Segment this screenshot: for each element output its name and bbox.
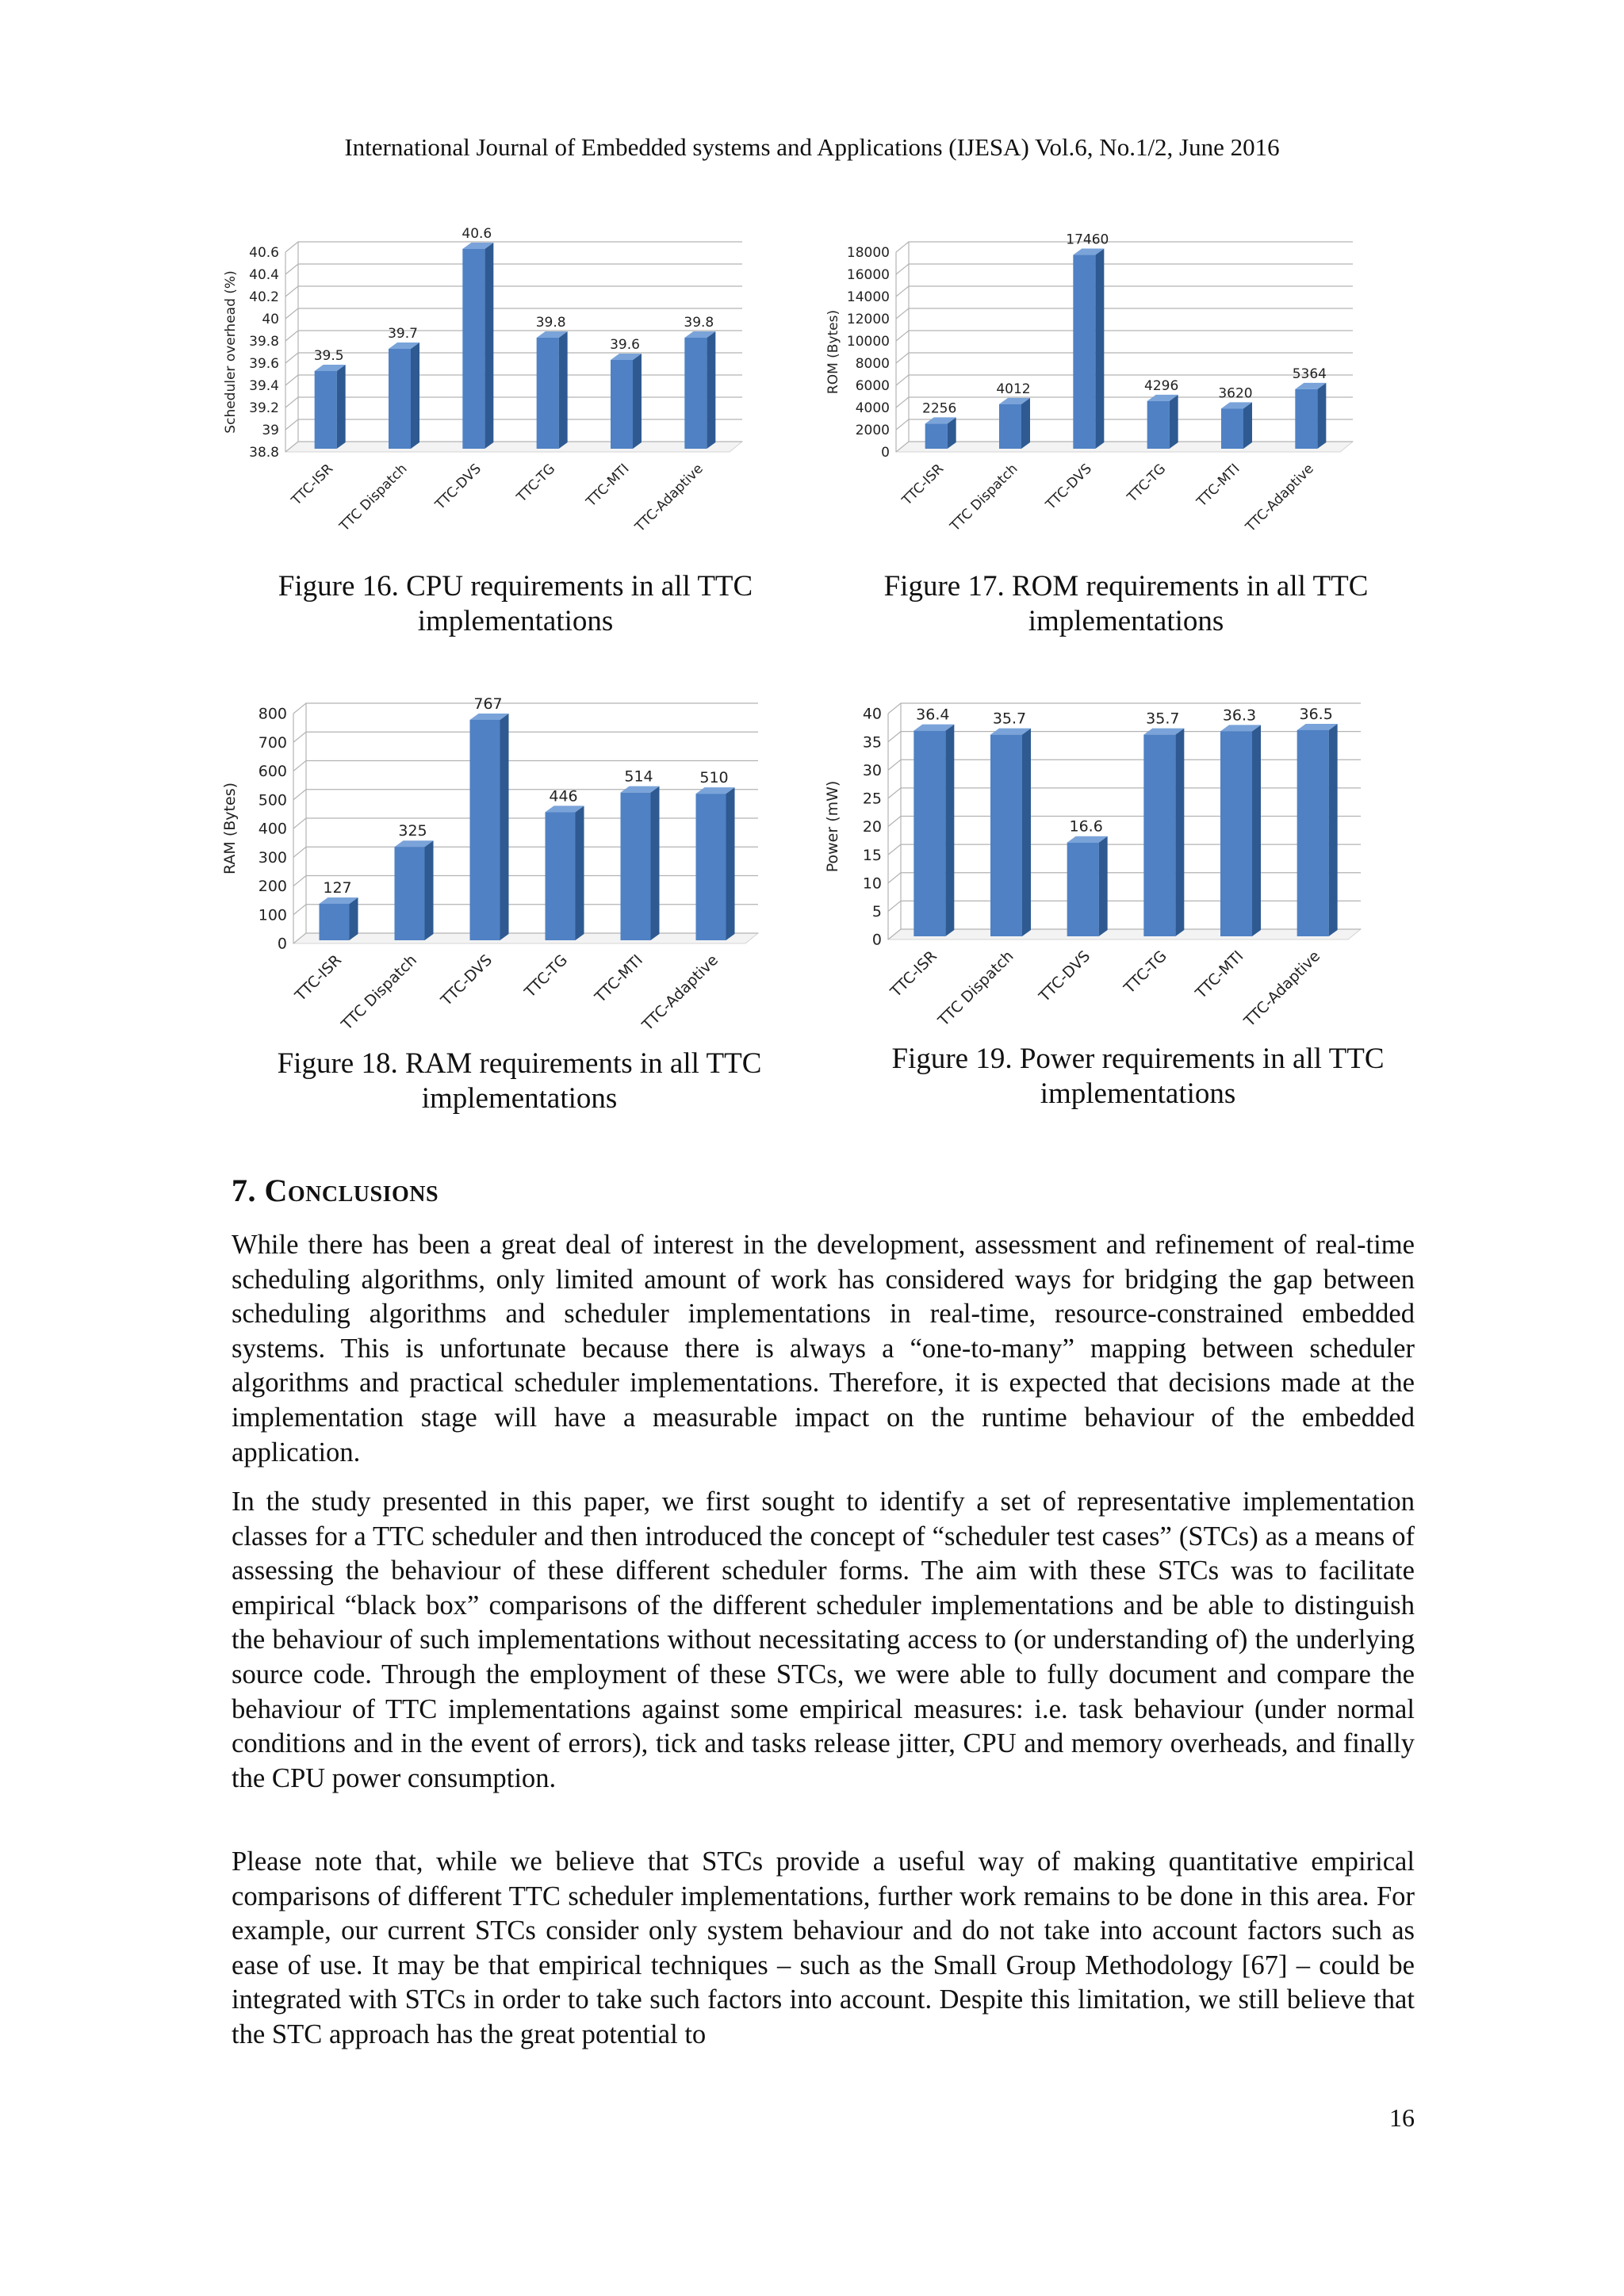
y-tick-label: 10	[862, 874, 882, 893]
x-tick-label: TTC-MTI	[592, 951, 647, 1006]
gridline	[888, 732, 1361, 742]
figure-17-caption-line2: implementations	[1028, 605, 1224, 637]
y-axis-label: Scheduler overhead (%)	[223, 270, 239, 434]
figure-16-caption	[238, 569, 793, 639]
y-tick-label: 40.4	[249, 266, 279, 283]
figure-19-caption-line1: Figure 19. Power requirements in all TTC	[891, 1043, 1385, 1075]
paragraph-3: Please note that, while we believe that STCs provide a useful way of making quantitative empirical comparisons of different TTC scheduler implementations, further work remains to be done in this area. For example, our current STCs consider only system behaviour and do not take into account factors such as ease of use. It may be that empirical techniques – such as the Small Group Methodology [67] – could be integrated with STCs in order to take such factors into account. Despite this limitation, we still believe that the STC approach has the great potential to	[232, 1846, 1415, 2049]
x-tick-label: TTC-Adaptive	[632, 461, 707, 535]
bar-side	[1317, 383, 1326, 449]
y-tick-label: 4000	[855, 400, 890, 416]
bar	[395, 840, 434, 940]
y-axis-label: Power (mW)	[824, 780, 841, 873]
gridline	[285, 242, 742, 252]
bar	[611, 354, 642, 449]
bar-front	[1297, 730, 1329, 936]
x-tick-label: TTC-TG	[513, 461, 559, 506]
y-tick-label: 800	[258, 705, 287, 723]
gridline	[896, 286, 1353, 297]
y-tick-label: 39.2	[249, 400, 279, 416]
bar-side	[350, 897, 358, 940]
x-tick-label: TTC Dispatch	[947, 461, 1021, 535]
bar-side	[1252, 725, 1261, 936]
bar-front	[462, 249, 485, 449]
bar-side	[1099, 836, 1108, 936]
figure-17-caption-line1: Figure 17. ROM requirements in all TTC	[883, 570, 1369, 603]
data-label: 39.6	[610, 337, 640, 353]
x-tick-label: TTC-ISR	[887, 947, 940, 1001]
data-label: 39.8	[535, 315, 566, 331]
bar	[696, 787, 735, 940]
y-tick-label: 500	[258, 791, 287, 809]
gridline	[285, 353, 742, 363]
figure-19-caption	[848, 1042, 1427, 1112]
figure-18-caption	[238, 1047, 801, 1116]
bar-front	[537, 338, 559, 449]
data-label: 3620	[1218, 385, 1253, 402]
gridline	[285, 264, 742, 274]
bar-side	[425, 840, 434, 940]
gridline	[896, 331, 1353, 341]
x-tick-label: TTC-TG	[1120, 947, 1170, 997]
figure-16-caption-line1: Figure 16. CPU requirements in all TTC	[278, 570, 753, 603]
bar	[389, 342, 419, 449]
y-tick-label: 16000	[846, 266, 890, 283]
data-label: 5364	[1292, 365, 1327, 382]
y-tick-label: 6000	[855, 377, 890, 394]
y-tick-label: 700	[258, 733, 287, 752]
gridline	[285, 308, 742, 319]
x-tick-label: TTC-Adaptive	[1243, 461, 1317, 535]
figure-16-caption-line2: implementations	[417, 605, 614, 637]
y-tick-label: 40.2	[249, 289, 279, 305]
data-label: 39.5	[313, 348, 344, 364]
bar-front	[1067, 843, 1099, 936]
bar	[684, 331, 715, 449]
bar	[1297, 724, 1338, 936]
chart-floor	[293, 933, 758, 943]
bar-side	[1170, 395, 1178, 449]
data-label: 36.5	[1299, 705, 1333, 723]
bar	[621, 786, 660, 940]
bar-front	[999, 404, 1021, 449]
y-tick-label: 40	[262, 311, 279, 327]
bar-front	[1220, 731, 1252, 936]
figure-19-chart	[817, 690, 1396, 1054]
data-label: 36.4	[916, 706, 950, 724]
gridline	[285, 375, 742, 385]
y-tick-label: 2000	[855, 422, 890, 438]
bar-side	[337, 365, 346, 449]
chart-floor	[896, 442, 1353, 452]
gridline	[888, 901, 1361, 911]
y-tick-label: 39.4	[249, 377, 279, 394]
gridline	[293, 847, 758, 857]
bar	[462, 243, 493, 449]
y-tick-label: 12000	[846, 311, 890, 327]
x-tick-label: TTC-MTI	[1192, 947, 1247, 1002]
gridline	[293, 703, 758, 714]
paragraph-2: In the study presented in this paper, we first sought to identify a set of representative implementation classes for a TTC scheduler and then introduced the concept of “scheduler test cases” (STCs) as a means of assessing the behaviour of these different scheduler forms. The aim with these STCs was to facilitate empirical “black box” comparisons of the different scheduler implementations and be able to distinguish the behaviour of such implementations without necessitating access to (or understanding of) the underlying source code. Through the employment of these STCs, we were able to fully document and compare the behaviour of TTC implementations against some empirical measures: i.e. task behaviour (under normal conditions and in the event of errors), tick and tasks release jitter, CPU and memory overheads, and finally the CPU power consumption.	[232, 1487, 1415, 1793]
y-tick-label: 40	[862, 705, 882, 723]
y-tick-label: 39.6	[249, 355, 279, 372]
gridline	[293, 818, 758, 828]
y-tick-label: 18000	[846, 244, 890, 261]
y-axis-label: RAM (Bytes)	[221, 782, 239, 875]
bar-side	[633, 354, 642, 449]
gridline	[896, 264, 1353, 274]
y-tick-label: 100	[258, 906, 287, 924]
bar	[320, 897, 358, 940]
bar-front	[1221, 408, 1243, 449]
bar-front	[611, 360, 633, 449]
bar-front	[990, 735, 1022, 936]
bar-side	[411, 342, 419, 449]
bar-side	[576, 806, 584, 940]
bar	[999, 398, 1030, 449]
figure-16-chart	[214, 226, 761, 563]
gridline	[896, 397, 1353, 408]
bar	[1067, 836, 1108, 936]
gridline	[888, 817, 1361, 827]
gridline	[896, 375, 1353, 385]
x-tick-label: TTC-DVS	[1036, 947, 1094, 1005]
bar	[990, 729, 1031, 936]
gridline	[293, 876, 758, 886]
y-tick-label: 14000	[846, 289, 890, 305]
chart-floor	[888, 929, 1361, 939]
bar-side	[1329, 724, 1338, 936]
bar-front	[696, 794, 726, 940]
gridline	[896, 353, 1353, 363]
section-heading	[232, 1172, 439, 1209]
bar-front	[684, 338, 707, 449]
figure-18-chart	[214, 690, 793, 1054]
data-label: 39.7	[388, 326, 418, 342]
gridline	[888, 873, 1361, 883]
y-tick-label: 5	[871, 903, 882, 921]
bar	[1220, 725, 1261, 936]
x-tick-label: TTC-ISR	[289, 461, 337, 509]
x-tick-label: TTC-DVS	[1043, 461, 1095, 513]
data-label: 446	[549, 787, 578, 806]
x-tick-label: TTC-DVS	[438, 951, 496, 1009]
y-tick-label: 30	[862, 761, 882, 779]
data-label: 514	[624, 767, 653, 786]
y-tick-label: 40.6	[249, 244, 279, 261]
y-tick-label: 0	[871, 931, 882, 949]
gridline	[896, 242, 1353, 252]
gridline	[285, 331, 742, 341]
x-tick-label: TTC Dispatch	[336, 461, 411, 535]
y-tick-label: 35	[862, 733, 882, 752]
gridline	[285, 419, 742, 430]
figure-18-caption-line1: Figure 18. RAM requirements in all TTC	[277, 1047, 762, 1080]
data-label: 510	[699, 769, 729, 787]
y-tick-label: 39	[262, 422, 279, 438]
bar	[1147, 395, 1178, 449]
y-tick-label: 400	[258, 820, 287, 838]
data-label: 39.8	[684, 315, 714, 331]
data-label: 2256	[922, 400, 957, 417]
y-tick-label: 0	[881, 444, 890, 461]
page-number: 16	[1389, 2103, 1415, 2132]
x-tick-label: TTC-Adaptive	[1240, 947, 1324, 1031]
bar-front	[1147, 401, 1170, 449]
gridline	[888, 760, 1361, 770]
bar	[1221, 402, 1252, 449]
data-label: 16.6	[1069, 817, 1103, 836]
y-tick-label: 300	[258, 848, 287, 867]
x-tick-label: TTC-ISR	[292, 951, 346, 1004]
gridline	[293, 790, 758, 800]
x-tick-label: TTC-DVS	[432, 461, 485, 513]
bar	[1295, 383, 1326, 449]
x-tick-label: TTC Dispatch	[338, 951, 421, 1034]
bar-front	[621, 793, 651, 940]
bar-front	[914, 731, 945, 936]
bar-side	[945, 725, 954, 936]
bar-side	[1022, 729, 1031, 936]
bar-front	[546, 812, 576, 940]
bar-front	[470, 720, 500, 940]
bar	[914, 725, 954, 936]
paragraph-1: While there has been a great deal of interest in the development, assessment and refinement of real-time scheduling algorithms, only limited amount of work has considered ways for bridging the gap between scheduling algorithms and scheduler implementations in real-time, resource-constrained embedded systems. This is unfortunate because there is always a “one-to-many” mapping between scheduler algorithms and practical scheduler implementations. Therefore, it is expected that decisions made at the implementation stage will have a measurable impact on the runtime behaviour of the embedded application.	[232, 1230, 1415, 1468]
y-tick-label: 10000	[846, 333, 890, 350]
bar-side	[707, 331, 715, 449]
figure-18-caption-line2: implementations	[421, 1082, 618, 1115]
bar-front	[925, 423, 948, 449]
bar-front	[389, 349, 411, 449]
gridline	[285, 286, 742, 297]
section-number: 7.	[232, 1173, 265, 1208]
running-header: International Journal of Embedded systems and Applications (IJESA) Vol.6, No.1/2, June 2016	[344, 133, 1280, 161]
gridline	[888, 703, 1361, 714]
bar-front	[395, 847, 425, 940]
bar-front	[320, 904, 350, 940]
figure-17-caption	[841, 569, 1411, 639]
y-tick-label: 39.8	[249, 333, 279, 350]
y-tick-label: 20	[862, 818, 882, 836]
bar-side	[726, 787, 735, 940]
data-label: 127	[323, 878, 352, 897]
data-label: 40.6	[462, 226, 492, 242]
bar	[470, 714, 509, 940]
y-axis-label: ROM (Bytes)	[825, 309, 841, 395]
bar-side	[559, 331, 568, 449]
gridline	[896, 419, 1353, 430]
bar-front	[1073, 255, 1095, 449]
bar	[1143, 729, 1184, 936]
gridline	[888, 788, 1361, 798]
figure-17-chart	[817, 232, 1388, 563]
section-title: Conclusions	[264, 1173, 439, 1208]
bar-side	[485, 243, 493, 449]
y-tick-label: 15	[862, 846, 882, 864]
x-tick-label: TTC Dispatch	[934, 947, 1017, 1030]
bar-side	[500, 714, 509, 940]
gridline	[293, 761, 758, 771]
data-label: 4012	[996, 381, 1031, 397]
data-label: 4296	[1144, 377, 1179, 394]
data-label: 35.7	[1146, 710, 1180, 728]
x-tick-label: TTC-TG	[521, 951, 572, 1001]
y-tick-label: 25	[862, 790, 882, 808]
data-label: 767	[473, 695, 503, 713]
bar	[1073, 249, 1104, 449]
gridline	[293, 732, 758, 742]
bar	[546, 806, 584, 940]
bar-front	[1143, 735, 1175, 936]
bar-side	[1243, 402, 1252, 449]
bar-side	[1095, 249, 1104, 449]
bar-side	[1175, 729, 1184, 936]
data-label: 36.3	[1222, 706, 1257, 725]
x-tick-label: TTC-MTI	[1193, 461, 1243, 511]
bar	[537, 331, 568, 449]
x-tick-label: TTC-TG	[1124, 461, 1170, 506]
gridline	[888, 844, 1361, 855]
x-tick-label: TTC-MTI	[583, 461, 633, 511]
x-tick-label: TTC-ISR	[899, 461, 948, 509]
bar-side	[1021, 398, 1030, 449]
gridline	[896, 308, 1353, 319]
gridline	[285, 397, 742, 408]
y-tick-label: 200	[258, 878, 287, 896]
bar	[315, 365, 346, 449]
bar-side	[651, 786, 660, 940]
data-label: 17460	[1066, 232, 1109, 248]
y-tick-label: 38.8	[249, 444, 279, 461]
y-tick-label: 8000	[855, 355, 890, 372]
bar	[925, 417, 956, 449]
x-tick-label: TTC-Adaptive	[638, 951, 722, 1035]
chart-floor	[285, 442, 742, 452]
figure-19-caption-line2: implementations	[1040, 1077, 1236, 1110]
data-label: 325	[398, 822, 427, 840]
y-tick-label: 600	[258, 763, 287, 781]
gridline	[293, 905, 758, 915]
data-label: 35.7	[992, 710, 1027, 728]
y-tick-label: 0	[277, 935, 287, 953]
bar-front	[315, 371, 337, 449]
bar-front	[1295, 389, 1317, 449]
